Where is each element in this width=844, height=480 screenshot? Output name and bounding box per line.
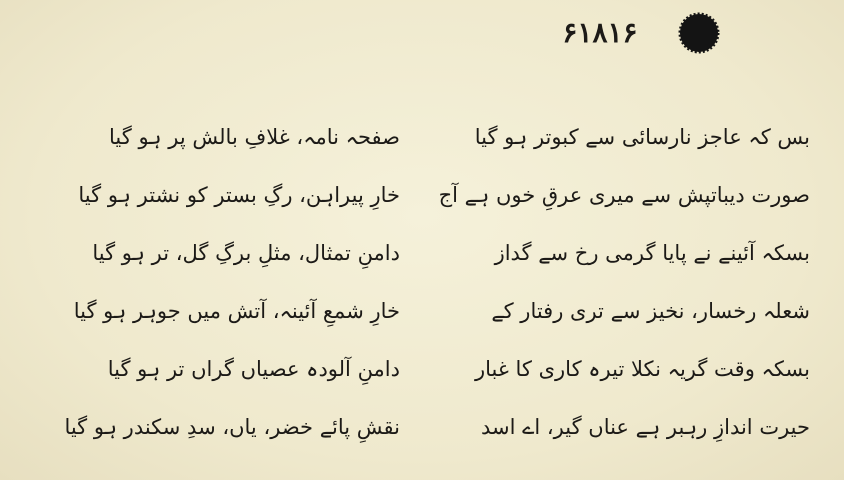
verse-line: شعلہ رخسار، نخیز سے تری رفتار کے [491,299,810,323]
page-header [540,10,730,56]
verse-line: بسکہ آئینے نے پایا گرمی رخ سے گداز [494,241,810,265]
verse-line: نقشِ پائے خضر، یاں، سدِ سکندر ہو گیا [64,415,400,439]
verse-line: خارِ پیراہن، رگِ بستر کو نشتر ہو گیا [78,183,400,207]
verse-line: بسکہ وقت گریہ نکلا تیرہ کاری کا غبار [474,357,810,381]
verse-line: خارِ شمعِ آئینہ، آتش میں جوہر ہو گیا [73,299,400,323]
verse-line: دامنِ تمثال، مثلِ برگِ گل، تر ہو گیا [92,241,400,265]
verse-line: حیرت اندازِ رہبر ہے عناں گیر، اے اسد [480,415,810,439]
verse-line: صفحہ نامہ، غلافِ بالش پر ہو گیا [109,125,400,149]
verse-line: دامنِ آلودہ عصیاں گراں تر ہو گیا [107,357,400,381]
verse-line: بس کہ عاجز نارسائی سے کبوتر ہو گیا [474,125,810,149]
right-column [438,108,810,456]
verse-line: صورت دیباتپش سے میری عرقِ خوں ہے آج [438,183,810,207]
left-column [8,108,400,456]
page-number: ۶۱۸۱۶ [562,16,638,49]
black-seal-icon [678,12,720,54]
